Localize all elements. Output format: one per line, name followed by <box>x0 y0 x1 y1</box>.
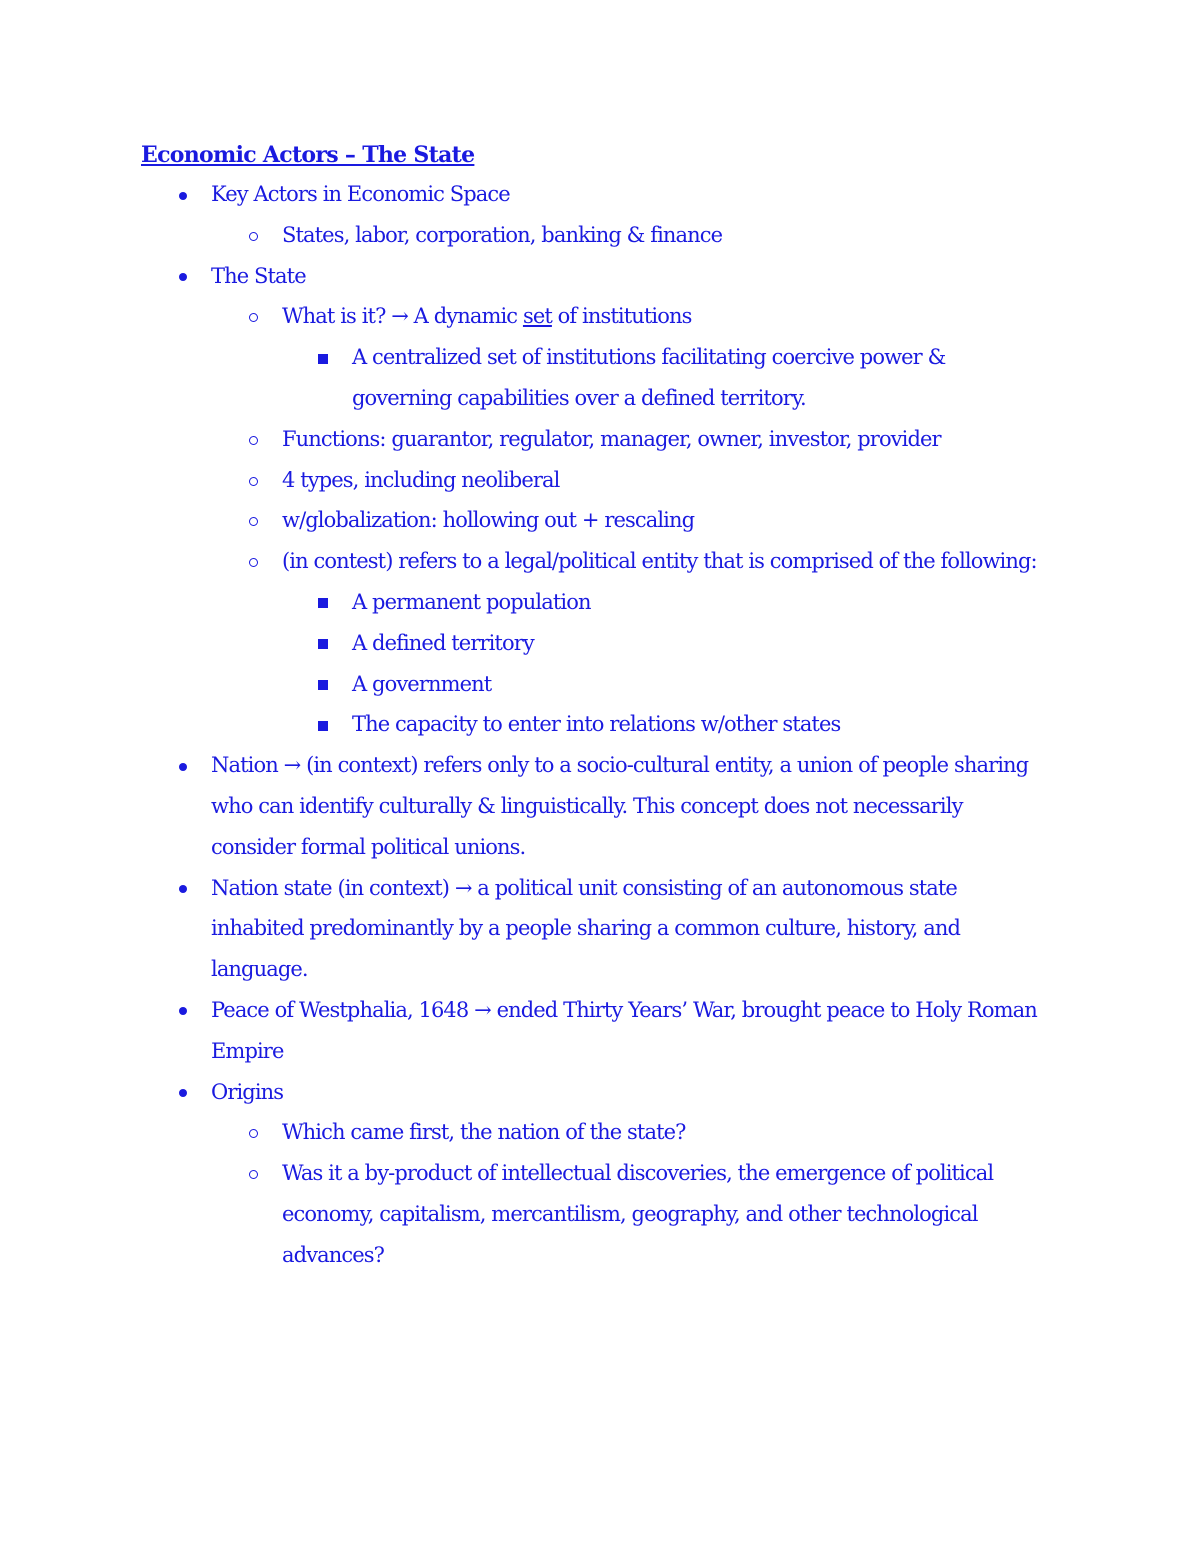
list-item-text: Key Actors in Economic Space <box>211 182 510 206</box>
list-item-text: w/globalization: hollowing out + rescaling <box>282 508 695 533</box>
list-item-text: A defined territory <box>352 630 534 655</box>
list-item <box>141 745 1041 867</box>
bullet-dot-icon <box>179 1072 187 1113</box>
document-title: Economic Actors – The State <box>141 142 475 168</box>
list-item <box>141 582 1041 623</box>
list-item-text: Was it a by-product of intellectual discoveries, the emergence of political economy, capitalism, mercantilism, geography, and other technological advances? <box>282 1161 994 1267</box>
list-item <box>141 664 1041 705</box>
bullet-circle-icon <box>249 419 258 460</box>
bullet-dot-icon <box>179 256 187 297</box>
list-item <box>141 500 1041 541</box>
bullet-square-icon <box>318 582 328 623</box>
bullet-circle-icon <box>249 460 258 501</box>
list-item-text: 4 types, including neoliberal <box>282 467 560 492</box>
bullet-dot-icon <box>179 745 187 786</box>
list-item <box>141 419 1041 460</box>
list-item <box>141 174 1041 215</box>
bullet-circle-icon <box>249 541 258 582</box>
bullet-square-icon <box>318 623 328 664</box>
list-item <box>141 868 1041 990</box>
list-item <box>141 704 1041 745</box>
list-item <box>141 990 1041 1072</box>
document-body <box>141 136 1041 1276</box>
list-item-text: Peace of Westphalia, 1648 → ended Thirty Years’ War, brought peace to Holy Roman Empire <box>211 997 1037 1063</box>
bullet-circle-icon <box>249 1112 258 1153</box>
list-item-text: The capacity to enter into relations w/other states <box>352 712 841 737</box>
list-item-text: A government <box>352 671 492 696</box>
list-item-text-start: What is it? → A dynamic <box>282 304 523 329</box>
bullet-square-icon <box>318 337 328 378</box>
bullet-circle-icon <box>249 500 258 541</box>
list-item <box>141 256 1041 297</box>
bullet-square-icon <box>318 704 328 745</box>
list-item-text: Which came first, the nation of the state? <box>282 1120 686 1145</box>
bullet-dot-icon <box>179 174 187 215</box>
bullet-circle-icon <box>249 215 258 256</box>
list-item <box>141 460 1041 501</box>
list-item-text-end: of institutions <box>551 304 692 329</box>
list-item-text: Origins <box>211 1079 284 1104</box>
list-item <box>141 337 1041 419</box>
list-item-text: Nation state (in context) → a political unit consisting of an autonomous state inhabited predominantly by a people sharing a common culture, history, and language. <box>211 875 960 982</box>
list-item-text: States, labor, corporation, banking & finance <box>282 222 723 247</box>
list-item-text: A permanent population <box>352 589 591 614</box>
bullet-circle-icon <box>249 296 258 337</box>
list-item-text: (in contest) refers to a legal/political entity that is comprised of the following: <box>282 549 1037 574</box>
list-item <box>141 1072 1041 1113</box>
list-item <box>141 541 1041 582</box>
underlined-word: set <box>522 304 552 329</box>
list-item <box>141 1112 1041 1153</box>
list-item <box>141 1153 1041 1275</box>
list-item-text: Functions: guarantor, regulator, manager, owner, investor, provider <box>282 426 941 451</box>
bullet-square-icon <box>318 664 328 705</box>
list-item <box>141 215 1041 256</box>
bullet-circle-icon <box>249 1153 258 1194</box>
list-item-text: A centralized set of institutions facilitating coercive power & governing capabilities over a defined territory. <box>352 345 946 410</box>
bullet-dot-icon <box>179 868 187 909</box>
list-item <box>141 623 1041 664</box>
list-item-text: The State <box>211 263 306 288</box>
bullet-dot-icon <box>179 990 187 1031</box>
list-item-text: Nation → (in context) refers only to a socio-cultural entity, a union of people sharing who can identify culturally & linguistically. This concept does not necessarily consider formal political unions. <box>211 753 1029 859</box>
list-item <box>141 296 1041 337</box>
